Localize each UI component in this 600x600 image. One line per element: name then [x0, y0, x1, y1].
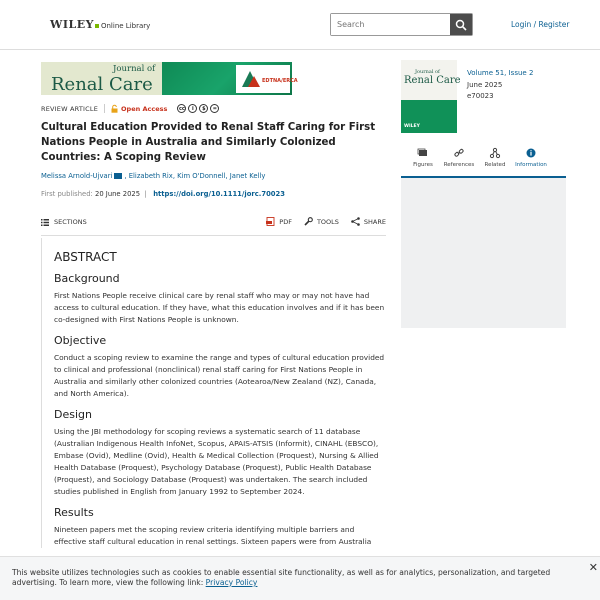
cookie-text-block — [12, 568, 587, 588]
objective-heading: Objective — [54, 334, 107, 347]
published-date: 20 June 2025 — [95, 190, 141, 198]
network-icon — [490, 148, 500, 158]
tab-related[interactable] — [477, 148, 513, 176]
cover-publisher: WILEY — [404, 124, 420, 129]
pdf-icon — [266, 217, 275, 226]
results-text: Nineteen papers met the scoping review criteria identifying multiple barriers and effective staff cultural education in renal settings. Sixteen papers were from Australia — [54, 525, 372, 546]
close-icon[interactable]: ✕ — [588, 561, 598, 574]
open-access-label: Open Access — [121, 104, 168, 113]
logo-sub: Online Library — [100, 22, 151, 30]
license-icons[interactable] — [177, 104, 219, 113]
article-number: e70023 — [467, 92, 494, 100]
badge-text: EDTNA/ERCA — [262, 78, 298, 84]
tab-label: Figures — [413, 162, 433, 168]
abstract-heading: ABSTRACT — [54, 250, 117, 264]
author-link[interactable]: Kim O'Donnell — [177, 172, 226, 180]
publication-info — [41, 190, 285, 198]
abstract-section — [41, 238, 386, 548]
share-label: SHARE — [363, 217, 386, 226]
author-link[interactable]: Melissa Arnold‐Ujvari — [41, 172, 113, 180]
login-register-link[interactable]: Login / Register — [511, 20, 570, 29]
tab-label: References — [443, 162, 475, 168]
image-icon — [418, 148, 428, 158]
cover-top — [401, 60, 461, 100]
published-label: First published: — [41, 190, 93, 198]
share-button[interactable] — [351, 217, 386, 226]
cover-bottom — [401, 100, 457, 133]
sidebar-tabs — [401, 148, 566, 178]
pdf-label: PDF — [279, 217, 292, 226]
cover-journal-big: Renal Care — [404, 75, 461, 86]
tools-button[interactable] — [304, 217, 339, 226]
journal-name-small: Journal of — [113, 64, 156, 74]
background-heading: Background — [54, 272, 120, 285]
search-icon — [455, 19, 467, 31]
journal-name-big: Renal Care — [51, 74, 153, 95]
author-sep: , — [124, 172, 129, 180]
meta-divider — [104, 104, 105, 113]
link-icon — [454, 148, 464, 158]
cc-nc-icon: $ — [199, 104, 208, 113]
pdf-button[interactable] — [266, 217, 292, 226]
results-heading: Results — [54, 506, 94, 519]
email-icon[interactable] — [114, 173, 122, 179]
sections-button[interactable] — [41, 218, 87, 226]
journal-cover[interactable] — [401, 60, 461, 133]
author-sep: , — [225, 172, 230, 180]
design-text: Using the JBI methodology for scoping reviews a systematic search of 11 database (Australian Indigenous Health InfoNet, Scopus, APAIS‐ATSIS (Informit), CINAHL (EBSCO), Embase (Ovid), Medline (Ovid), Health & Medical Collection (Proquest), Nursing & Allied Health Database (Proquest), Psychology Database (Proquest), Public Health Database (Proquest), and Sociology Database (Proquest) was undertaken. The search included studies published in English from January 1992 to September 2024. — [54, 427, 379, 496]
tab-references[interactable] — [441, 148, 477, 176]
search-input[interactable] — [331, 14, 450, 35]
open-lock-icon — [111, 105, 118, 113]
issue-date: June 2025 — [467, 80, 503, 89]
author-link[interactable]: Janet Kelly — [229, 172, 266, 180]
open-access-badge — [111, 105, 167, 113]
info-icon — [526, 148, 536, 158]
cover-journal-small: Journal of — [415, 69, 440, 75]
search-button[interactable] — [450, 14, 472, 35]
journal-banner-graphic — [162, 62, 298, 95]
tab-information[interactable] — [513, 148, 549, 176]
published-sep: | — [142, 190, 152, 198]
author-link[interactable]: Elizabeth Rix — [128, 172, 173, 180]
tools-label: TOOLS — [316, 217, 339, 226]
logo-dot-icon — [95, 24, 99, 28]
background-text: First Nations People receive clinical care by renal staff who may or may not have had access to cultural education. If they have, what this education involves and if it has been co‐designed with First Nations People is unknown. — [54, 291, 385, 324]
cookie-text: This website utilizes technologies such as cookies to enable essential site functionality, as well as for analytics, personalization, and targeted advertising. To learn more, view the following link: — [12, 568, 551, 587]
doi-link[interactable]: https://doi.org/10.1111/jorc.70023 — [153, 190, 285, 198]
design-heading: Design — [54, 408, 92, 421]
article-title: Cultural Education Provided to Renal Staff Caring for First Nations People in Australia and Similarly Colonized Countries: A Scoping Review — [41, 122, 376, 163]
search-box — [330, 13, 473, 36]
journal-name-block — [41, 62, 162, 95]
author-sep: , — [172, 172, 178, 180]
article-type: REVIEW ARTICLE — [41, 104, 99, 113]
cookie-banner — [0, 556, 600, 600]
wrench-icon — [304, 217, 313, 226]
sections-label: SECTIONS — [54, 218, 87, 226]
cc-nd-icon: = — [210, 104, 219, 113]
edtna-erca-logo — [236, 65, 298, 93]
article-meta — [41, 104, 219, 113]
author-list — [41, 172, 265, 180]
site-header — [0, 0, 600, 50]
privacy-policy-link[interactable]: Privacy Policy — [205, 578, 258, 587]
toolbar-actions — [266, 217, 386, 226]
cc-by-icon: i — [188, 104, 197, 113]
list-icon — [41, 219, 49, 226]
sidebar-panel — [401, 178, 566, 328]
logo-brand: WILEY — [50, 18, 94, 31]
journal-banner[interactable] — [41, 62, 298, 95]
issue-info — [467, 68, 533, 103]
tab-label: Information — [515, 162, 547, 168]
objective-text: Conduct a scoping review to examine the range and types of cultural education provided to clinical and professional (nonclinical) renal staff caring for First Nations People in Australia and similarly other colonized countries (Aotearoa/New Zealand (NZ), Canada, and North America). — [54, 353, 385, 398]
article-toolbar — [41, 212, 386, 236]
tab-figures[interactable] — [405, 148, 441, 176]
cc-icon: cc — [178, 105, 185, 112]
wiley-logo[interactable] — [50, 18, 150, 31]
volume-link[interactable]: Volume 51, Issue 2 — [467, 69, 534, 77]
share-icon — [351, 217, 360, 226]
tab-label: Related — [484, 162, 506, 168]
